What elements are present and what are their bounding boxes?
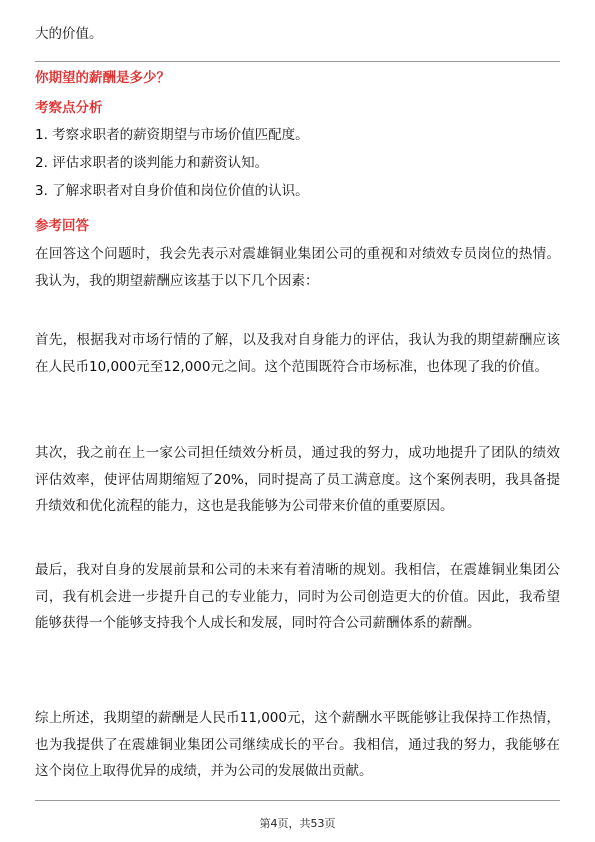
answer-paragraph: 首先，根据我对市场行情的了解，以及我对自身能力的评估，我认为我的期望薪酬应该在人民币10,000元至12,000元之间。这个范围既符合市场标准，也体现了我的价值。 (35, 332, 560, 375)
footer-divider (35, 800, 560, 801)
answer-heading: 参考回答 (35, 218, 89, 234)
question-title: 你期望的薪酬是多少？ (35, 70, 170, 86)
analysis-item: 3. 了解求职者对自身价值和岗位价值的认识。 (35, 183, 309, 199)
page-number: 第4页，共53页 (259, 817, 336, 830)
continued-text: 大的价值。 (35, 26, 103, 42)
answer-paragraph: 其次，我之前在上一家公司担任绩效分析员，通过我的努力，成功地提升了团队的绩效评估效率，使评估周期缩短了20%，同时提高了员工满意度。这个案例表明，我具备提升绩效和优化流程的能力，这也是我能够为公司带来价值的重要原因。 (35, 445, 560, 514)
answer-paragraph: 在回答这个问题时，我会先表示对震雄铜业集团公司的重视和对绩效专员岗位的热情。我认为，我的期望薪酬应该基于以下几个因素： (35, 246, 560, 289)
answer-paragraph: 综上所述，我期望的薪酬是人民币11,000元，这个薪酬水平既能够让我保持工作热情，也为我提供了在震雄铜业集团公司继续成长的平台。我相信，通过我的努力，我能够在这个岗位上取得优异的成绩，并为公司的发展做出贡献。 (35, 710, 560, 779)
analysis-item: 1. 考察求职者的薪资期望与市场价值匹配度。 (35, 127, 309, 143)
analysis-item: 2. 评估求职者的谈判能力和薪资认知。 (35, 155, 269, 171)
section-divider-top (35, 61, 560, 62)
analysis-heading: 考察点分析 (35, 100, 103, 116)
answer-paragraph: 最后，我对自身的发展前景和公司的未来有着清晰的规划。我相信，在震雄铜业集团公司，我有机会进一步提升自己的专业能力，同时为公司创造更大的价值。因此，我希望能够获得一个能够支持我个人成长和发展，同时符合公司薪酬体系的薪酬。 (35, 562, 560, 631)
